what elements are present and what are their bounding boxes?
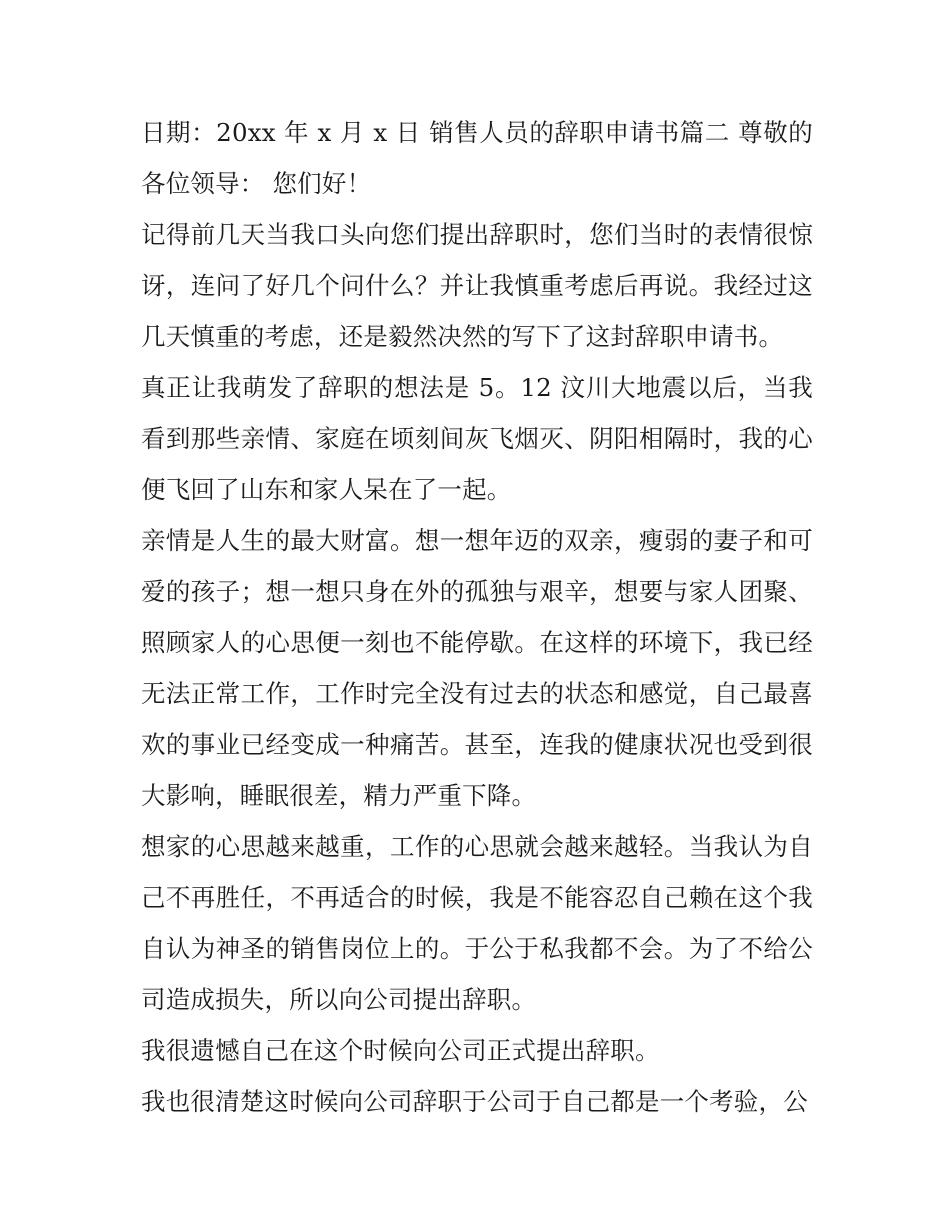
paragraph-family-reason: 亲情是人生的最大财富。想一想年迈的双亲，瘦弱的妻子和可爱的孩子；想一想只身在外的孤独与艰辛，想要与家人团聚、照顾家人的心思便一刻也不能停歇。在这样的环境下，我已经无法正常工作，工作时完全没有过去的状态和感觉，自己最喜欢的事业已经变成一种痛苦。甚至，连我的健康状况也受到很大影响，睡眠很差，精力严重下降。 [141,526,813,810]
paragraph-date-salutation: 日期：20xx 年 x 月 x 日 销售人员的辞职申请书篇二 尊敬的各位领导： 您们好！ [141,118,813,198]
document-body [141,107,813,1127]
paragraph-recall-resignation: 记得前几天当我口头向您们提出辞职时，您们当时的表情很惊讶，连问了好几个问什么？并让我慎重考虑后再说。我经过这几天慎重的考虑，还是毅然决然的写下了这封辞职申请书。 [141,220,813,351]
paragraph-earthquake-reason: 真正让我萌发了辞职的想法是 5。12 汶川大地震以后，当我看到那些亲情、家庭在顷刻间灰飞烟灭、阴阳相隔时，我的心便飞回了山东和家人呆在了一起。 [141,373,813,504]
paragraph-homesick: 想家的心思越来越重，工作的心思就会越来越轻。当我认为自己不再胜任，不再适合的时候，我是不能容忍自己赖在这个我自认为神圣的销售岗位上的。于公于私我都不会。为了不给公司造成损失，所以向公司提出辞职。 [141,832,813,1014]
paragraph-regret: 我很遗憾自己在这个时候向公司正式提出辞职。 [141,1036,660,1065]
paragraph-test: 我也很清楚这时候向公司辞职于公司于自己都是一个考验，公 [141,1087,808,1116]
